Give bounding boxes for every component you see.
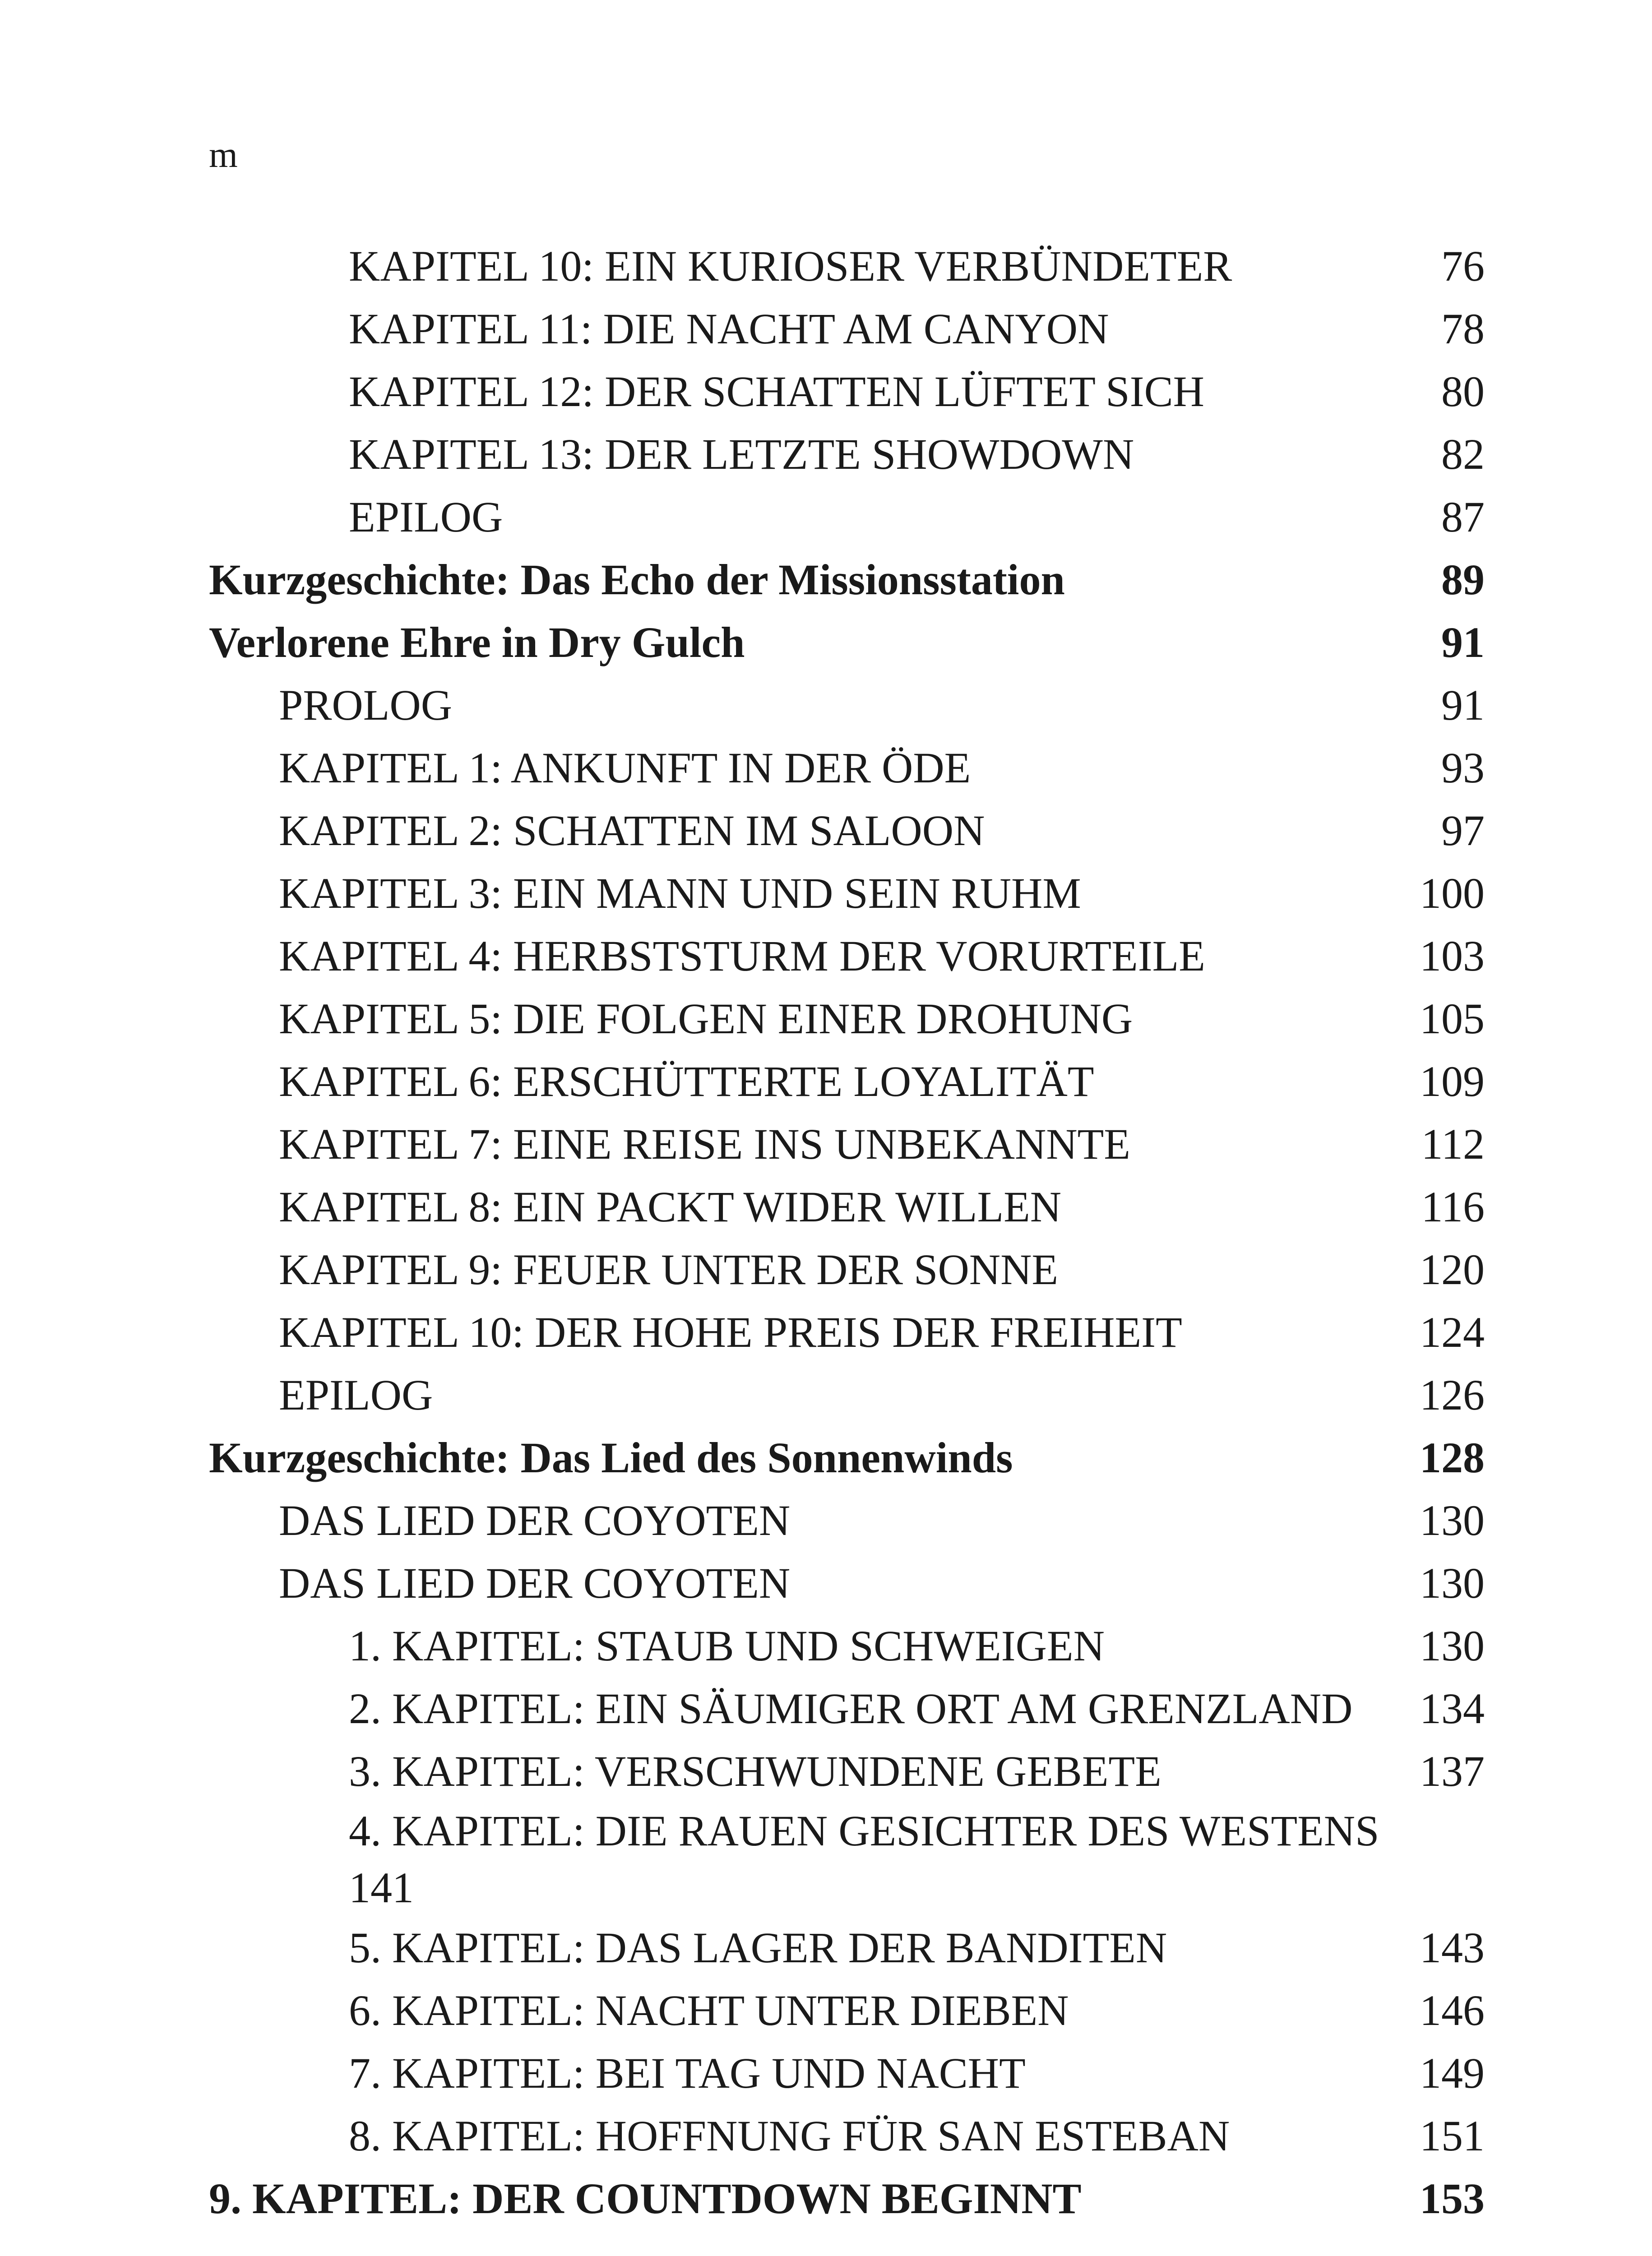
toc-entry — [209, 611, 1485, 674]
toc-entry-page-number: 126 — [1420, 1371, 1485, 1419]
toc-entry-title: Kurzgeschichte: Das Echo der Missionsstation — [209, 555, 1065, 604]
toc-entry-page-number: 97 — [1441, 806, 1485, 855]
toc-entry — [209, 548, 1485, 611]
toc-entry — [209, 925, 1485, 987]
toc-entry-title: KAPITEL 13: DER LETZTE SHOWDOWN — [349, 430, 1134, 478]
toc-entry — [209, 1677, 1485, 1740]
toc-entry-title: KAPITEL 3: EIN MANN UND SEIN RUHM — [279, 869, 1081, 917]
toc-entry — [209, 1426, 1485, 1489]
toc-entry-title: Kurzgeschichte: Das Lied des Sonnenwinds — [209, 1433, 1013, 1482]
toc-entry-title: KAPITEL 7: EINE REISE INS UNBEKANNTE — [279, 1120, 1130, 1168]
toc-entry — [209, 423, 1485, 485]
toc-entry-page-number: 116 — [1421, 1183, 1485, 1231]
toc-entry-page-number: 130 — [1420, 1496, 1485, 1544]
toc-entry-page-number: 120 — [1420, 1245, 1485, 1294]
toc-entry — [209, 235, 1485, 297]
toc-entry-title: KAPITEL 6: ERSCHÜTTERTE LOYALITÄT — [279, 1057, 1094, 1105]
toc-entry-title: KAPITEL 5: DIE FOLGEN EINER DROHUNG — [279, 994, 1133, 1043]
toc-entry-page-number: 149 — [1420, 2049, 1485, 2097]
toc-entry-page-number: 137 — [1420, 1747, 1485, 1795]
toc-entry-title: 6. KAPITEL: NACHT UNTER DIEBEN — [349, 1986, 1069, 2034]
toc-entry-page-number: 100 — [1420, 869, 1485, 917]
toc-entry-page-number: 151 — [1420, 2112, 1485, 2160]
toc-entry — [209, 1489, 1485, 1552]
toc-entry-page-number: 130 — [1420, 1622, 1485, 1670]
toc-entry-title: EPILOG — [349, 493, 503, 541]
toc-entry-title: KAPITEL 11: DIE NACHT AM CANYON — [349, 305, 1109, 353]
toc-entry — [209, 360, 1485, 423]
toc-entry-page-number: 87 — [1441, 493, 1485, 541]
toc-entry — [209, 1113, 1485, 1175]
table-of-contents — [209, 235, 1485, 2230]
toc-entry-title: KAPITEL 8: EIN PACKT WIDER WILLEN — [279, 1183, 1062, 1231]
toc-entry-title: EPILOG — [279, 1371, 433, 1419]
toc-entry-title: KAPITEL 10: DER HOHE PREIS DER FREIHEIT — [279, 1308, 1182, 1356]
toc-entry-title: 2. KAPITEL: EIN SÄUMIGER ORT AM GRENZLAND — [349, 1684, 1353, 1733]
toc-entry-page-number: 105 — [1420, 994, 1485, 1043]
toc-entry-page-number: 89 — [1441, 555, 1485, 604]
toc-entry-page-number: 143 — [1420, 1923, 1485, 1972]
toc-entry — [209, 1175, 1485, 1238]
toc-entry-title: 5. KAPITEL: DAS LAGER DER BANDITEN — [349, 1923, 1167, 1972]
toc-entry-page-number: 141 — [349, 1863, 414, 1912]
toc-entry — [209, 1552, 1485, 1614]
toc-entry-page-number: 91 — [1441, 681, 1485, 729]
toc-entry-title: 3. KAPITEL: VERSCHWUNDENE GEBETE — [349, 1747, 1161, 1795]
toc-entry — [209, 1050, 1485, 1113]
toc-entry-page-number: 103 — [1420, 932, 1485, 980]
toc-entry — [209, 1301, 1485, 1364]
running-header-mark: m — [209, 134, 238, 175]
toc-entry-page-number: 146 — [1420, 1986, 1485, 2034]
toc-entry — [209, 2104, 1485, 2167]
toc-entry — [209, 2042, 1485, 2104]
toc-entry — [209, 1238, 1485, 1301]
toc-entry — [209, 1364, 1485, 1426]
toc-entry-page-number: 93 — [1441, 744, 1485, 792]
toc-entry-title: KAPITEL 1: ANKUNFT IN DER ÖDE — [279, 744, 971, 792]
toc-entry-title: DAS LIED DER COYOTEN — [279, 1496, 791, 1544]
toc-entry-page-number: 78 — [1441, 305, 1485, 353]
toc-entry — [209, 862, 1485, 925]
toc-entry-title: KAPITEL 10: EIN KURIOSER VERBÜNDETER — [349, 242, 1232, 290]
toc-entry-title: KAPITEL 9: FEUER UNTER DER SONNE — [279, 1245, 1059, 1294]
toc-entry-page-number: 76 — [1441, 242, 1485, 290]
toc-entry — [209, 987, 1485, 1050]
toc-entry-title: 4. KAPITEL: DIE RAUEN GESICHTER DES WESTENS — [349, 1807, 1379, 1855]
toc-entry-title: PROLOG — [279, 681, 453, 729]
toc-entry-title: KAPITEL 2: SCHATTEN IM SALOON — [279, 806, 985, 855]
toc-entry — [209, 1979, 1485, 2042]
toc-entry — [209, 674, 1485, 736]
toc-entry-title: 1. KAPITEL: STAUB UND SCHWEIGEN — [349, 1622, 1105, 1670]
toc-entry — [209, 297, 1485, 360]
toc-entry — [209, 1916, 1485, 1979]
toc-entry — [209, 1614, 1485, 1677]
toc-entry-title: 8. KAPITEL: HOFFNUNG FÜR SAN ESTEBAN — [349, 2112, 1230, 2160]
toc-entry-page-number: 82 — [1441, 430, 1485, 478]
toc-entry-page-number: 124 — [1420, 1308, 1485, 1356]
toc-entry-title: DAS LIED DER COYOTEN — [279, 1559, 791, 1607]
toc-entry-title: 9. KAPITEL: DER COUNTDOWN BEGINNT — [209, 2174, 1082, 2223]
toc-entry — [209, 2167, 1485, 2230]
toc-entry-title: 7. KAPITEL: BEI TAG UND NACHT — [349, 2049, 1026, 2097]
toc-entry — [209, 485, 1485, 548]
toc-entry — [209, 799, 1485, 862]
toc-entry — [209, 736, 1485, 799]
toc-entry-title: KAPITEL 4: HERBSTSTURM DER VORURTEILE — [279, 932, 1205, 980]
toc-entry-page-number: 91 — [1441, 618, 1485, 666]
toc-entry-page-number: 80 — [1441, 367, 1485, 416]
toc-entry-page-number: 112 — [1421, 1120, 1485, 1168]
toc-entry-page-number: 134 — [1420, 1684, 1485, 1733]
toc-entry-page-number: 109 — [1420, 1057, 1485, 1105]
toc-entry — [209, 1740, 1485, 1803]
toc-entry — [209, 1803, 1485, 1916]
toc-entry-page-number: 130 — [1420, 1559, 1485, 1607]
toc-entry-title: Verlorene Ehre in Dry Gulch — [209, 618, 745, 666]
toc-entry-page-number: 128 — [1420, 1433, 1485, 1482]
toc-entry-title: KAPITEL 12: DER SCHATTEN LÜFTET SICH — [349, 367, 1204, 416]
toc-entry-page-number: 153 — [1420, 2174, 1485, 2223]
